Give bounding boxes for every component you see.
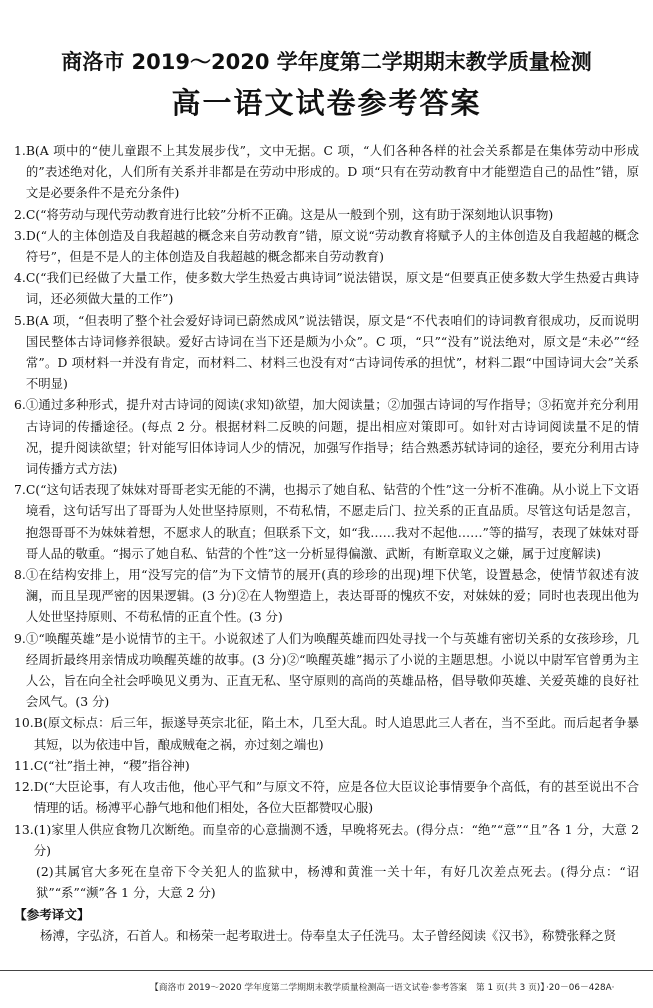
answer-number: 1.: [14, 143, 26, 158]
reference-translation-text: 杨溥，字弘济，石首人。和杨荣一起考取进士。侍奉皇太子任洗马。太子曾经阅读《汉书》，称赞张释之贤: [40, 928, 617, 944]
answer-text: C(“这句话表现了妹妹对哥哥老实无能的不满，也揭示了她自私、钻营的个性”这一分析不准确。从小说上下文语境看，这句话写出了哥哥为人处世坚持原则，不苟私情，不愿走后门、拉关系的正直品质。尽管这句话是忽言，抱怨哥哥不为妹妹着想，不愿求人的耿直；但联系下文，如“我……我对不起他……”等的描写，表现了妹妹对哥哥人品的敬重。“揭示了她自私、钻营的个性”这一分析显得偏激、武断，有断章取义之嫌，属于过度解读): [25, 482, 639, 561]
answer-item: [14, 394, 639, 479]
answer-key-title: 高一语文试卷参考答案: [171, 86, 482, 120]
answer-text: B(原文标点：后三年，振遂导英宗北征，陷土木，几至大乱。时人追思此三人者在，当不至此。而后起者争暴其短，以为依违中旨，酿成贼奄之祸，亦过刻之端也): [33, 715, 639, 752]
answer-text: ①在结构安排上，用“没写完的信”为下文情节的展开(真的珍珍的出现)埋下伏笔，设置悬念，使情节叙述有波澜，而且呈现严密的因果逻辑。(3 分)②在人物塑造上，表达哥哥的愧疚不安，对妹妹的爱；同时也表现出他为人处世坚持原则、不苟私情的正直个性。(3 分): [25, 567, 639, 625]
answer-item: [14, 204, 639, 225]
answer-number: 11.: [14, 757, 34, 773]
answer-text: ①“唤醒英雄”是小说情节的主干。小说叙述了人们为唤醒英雄而四处寻找一个与英雄有密切关系的女孩珍珍，几经周折最终用亲情成功唤醒英雄的故事。(3 分)②“唤醒英雄”揭示了小说的主题思想。小说以中尉军官曾勇为主人公，旨在向全社会呼唤见义勇为、正直无私、坚守原则的高尚的英雄品格，倡导敬仰英雄、关爱英雄的良好社会风气。(3 分): [25, 630, 639, 710]
answer-text: B(A 项，“但表明了整个社会爱好诗词已蔚然成风”说法错误，原文是“不代表咱们的诗词教育很成功，反而说明国民整体古诗词修养很缺。爱好古诗词在当下还是颇为小众”。C 项，“只”“没有”说法绝对，原文是“未必”“经常”。D 项材料一并没有肯定，而材料二、材料三也没有对“古诗词传承的担忧”，材料二跟“中国诗词大会”关系不明显): [25, 312, 639, 392]
answer-text: (1)家里人供应食物几次断绝。而皇帝的心意揣测不透，早晚将死去。(得分点：“绝”“意”“且”各 1 分，大意 2 分): [33, 821, 639, 858]
answer-item: [14, 776, 639, 818]
answer-item: [14, 628, 639, 713]
exam-title: 商洛市 2019～2020 学年度第二学期期末教学质量检测: [61, 50, 592, 74]
answer-item: [14, 140, 639, 204]
page-footer: [0, 970, 653, 1007]
answer-text: C(“将劳动与现代劳动教育进行比较”分析不正确。这是从一般到个别，这有助于深刻地认识事物): [25, 206, 554, 222]
answer-text: D(“人的主体创造及自我超越的概念来自劳动教育”错，原文说“劳动教育将赋予人的主体创造及自我超越的概念符号”，但是不是人的主体创造及自我超越的概念都来自劳动教育): [25, 227, 639, 265]
answers-body: [14, 140, 639, 946]
answer-item: [14, 267, 639, 309]
answer-number: 4.: [14, 270, 26, 286]
answer-number: 2.: [14, 206, 26, 222]
answer-number: 8.: [14, 567, 26, 583]
answer-text: B(A 项中的“使儿童跟不上其发展步伐”，文中无据。C 项，“人们各种各样的社会关系都是在集体劳动中形成的”表述绝对化，人们所有关系并非都是在劳动中形成的。D 项“只有在劳动教育中才能塑造自己的品性”错，原文是必要条件不是充分条件): [25, 143, 639, 201]
answer-number: 6.: [14, 397, 26, 413]
answer-item: [14, 479, 639, 564]
answers-list: [14, 140, 639, 861]
answer-number: 5.: [14, 312, 26, 328]
answer-item: [14, 310, 639, 395]
answer-item: [14, 755, 639, 776]
answer-item: [14, 564, 639, 628]
answer-text: ①通过多种形式，提升对古诗词的阅读(求知)欲望，加大阅读量；②加强古诗词的写作指导；③拓宽并充分利用古诗词的传播途径。(每点 2 分。根据材料二反映的问题，提出相应对策即可。如针对古诗词阅读量不足的情况，提升阅读欲望；针对能写旧体诗词人少的情况，加强写作指导；结合熟悉苏轼诗词的途径，要充分利用古诗词传播方式方法): [25, 397, 639, 477]
reference-translation-heading: 【参考译文】: [14, 907, 90, 923]
answer-item: [14, 225, 639, 267]
answer-number: 10.: [14, 715, 34, 731]
answer-text: D(“大臣论事，有人攻击他，他心平气和”与原文不符，应是各位大臣议论事情要争个高低，有的甚至说出不合情理的话。杨溥平心静气地和他们相处，各位大臣都赞叹心服): [33, 779, 639, 816]
answer-number: 13.: [14, 821, 34, 837]
answer-item: [14, 712, 639, 754]
answer-number: 7.: [14, 482, 26, 498]
answer-number: 3.: [14, 227, 26, 243]
answer-item: [14, 819, 639, 861]
answer-number: 12.: [14, 779, 34, 795]
answer-13-part-2: (2)其属官大多死在皇帝下令关犯人的监狱中，杨溥和黄淮一关十年，有好几次差点死去。(得分点：“诏狱”“系”“濒”各 1 分，大意 2 分): [36, 863, 639, 901]
answer-number: 9.: [14, 630, 26, 646]
footer-code: ·20－06－428A·: [546, 983, 615, 993]
footer-info: 【商洛市 2019～2020 学年度第二学期期末教学质量检测高一语文试卷·参考答案 第 1 页(共 3 页)】: [150, 983, 550, 993]
answer-text: C(“社”指土神，“稷”指谷神): [33, 757, 190, 773]
answer-text: C(“我们已经做了大量工作，使多数大学生热爱古典诗词”说法错误，原文是“但要真正使多数大学生热爱古典诗词，还必须做大量的工作”): [25, 270, 639, 307]
